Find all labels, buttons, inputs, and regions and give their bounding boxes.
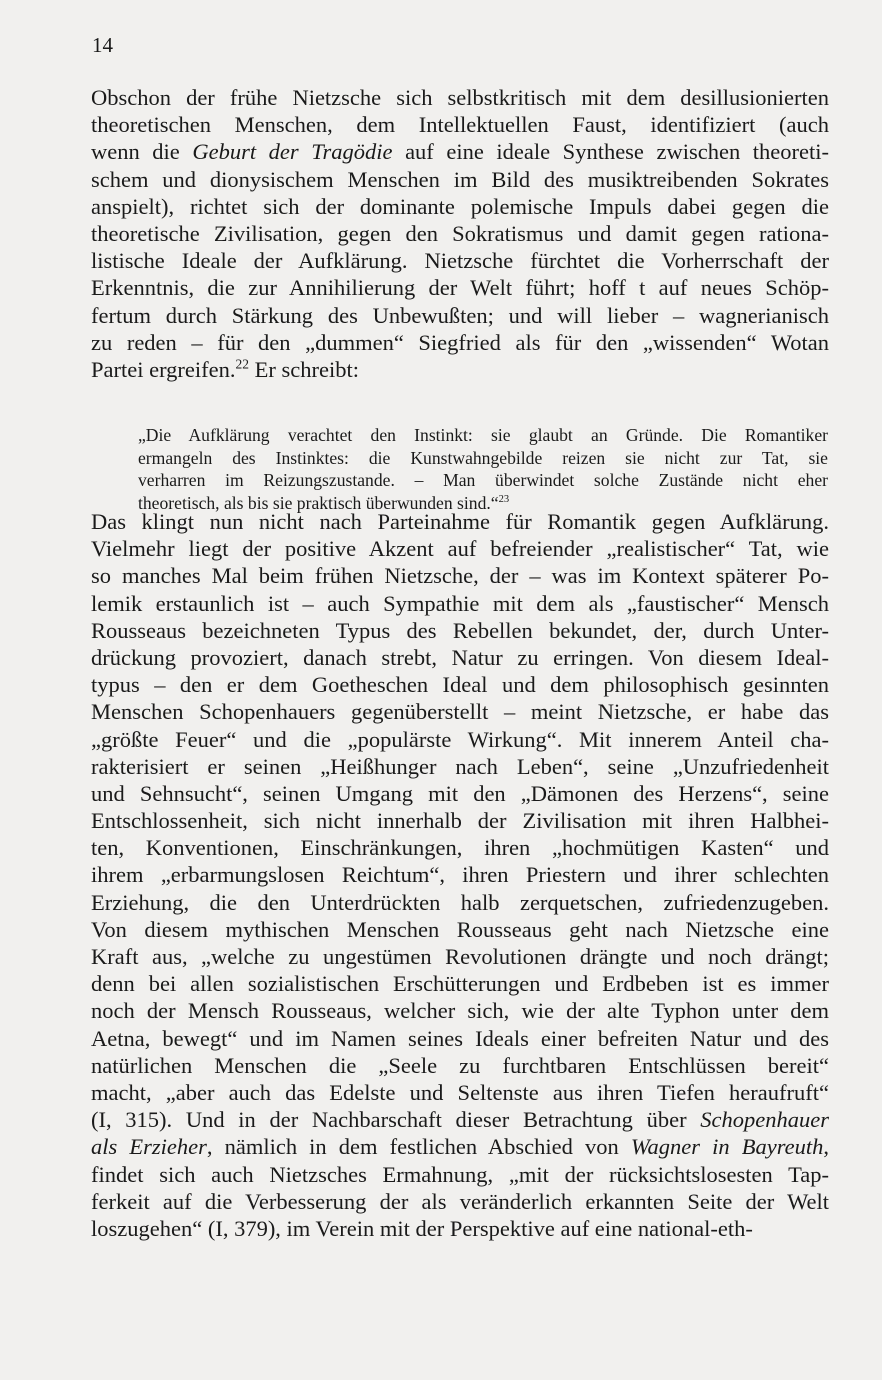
text-line: lemik erstaunlich ist – auch Sympathie mit dem als „faustischer“ Mensch [91,590,829,616]
text-line [91,356,829,383]
text-line: macht, „aber auch das Edelste und Seltenste aus ihren Tiefen heraufruft“ [91,1079,829,1105]
text-line: Erkenntnis, die zur Annihilierung der Welt führt; hoff t auf neues Schöp- [91,275,829,301]
book-title-schopenhauer: Schopenhauer [700,1107,829,1133]
text-segment: Er schreibt: [249,356,359,382]
quote-line: „Die Aufklärung verachtet den Instinkt: sie glaubt an Gründe. Die Romantiker [138,425,828,445]
quote-line: verharren im Reizungszustande. – Man überwindet solche Zustände nicht eher [138,470,828,491]
text-segment: , [823,1134,830,1160]
text-line: Menschen Schopenhauers gegenüberstellt – meint Nietzsche, er habe das [91,699,829,725]
text-line: findet sich auch Nietzsches Ermahnung, „mit der rücksichtslosesten Tap- [91,1161,829,1187]
text-line: „größte Feuer“ und die „populärste Wirkung“. Mit innerem Anteil cha- [91,726,829,752]
text-line: rakterisiert er seinen „Heißhunger nach Leben“, seine „Unzufriedenheit [91,753,829,779]
text-line: Kraft aus, „welche zu ungestümen Revolutionen drängte und noch drängt; [91,944,829,969]
text-line [91,1106,829,1133]
text-line: Erziehung, die den Unterdrückten halb zerquetschen, zufriedenzugeben. [91,889,829,915]
text-line: typus – den er dem Goetheschen Ideal und dem philosophisch gesinnten [91,672,829,698]
book-title-wagner: Wagner in Bayreuth [630,1134,824,1160]
text-line: noch der Mensch Rousseaus, welcher sich, wie der alte Typhon unter dem [91,998,829,1024]
text-line: Aetna, bewegt“ und im Namen seines Ideals einer befreiten Natur und des [91,1025,829,1051]
text-line: Von diesem mythischen Menschen Rousseaus geht nach Nietzsche eine [91,916,829,942]
text-line: ferkeit auf die Verbesserung der als veränderlich erkannten Seite der Welt [91,1188,829,1214]
text-line: denn bei allen sozialistischen Erschütterungen und Erdbeben ist es immer [91,971,829,997]
text-line: theoretischen Menschen, dem Intellektuellen Faust, identifiziert (auch [91,112,829,138]
text-line: ihrem „erbarmungslosen Reichtum“, ihren Priestern und ihrer schlechten [91,862,829,888]
footnote-ref-23[interactable]: 23 [498,493,510,505]
footnote-ref-22[interactable]: 22 [235,356,250,372]
text-line: listische Ideale der Aufklärung. Nietzsche fürchtet die Vorherrschaft der [91,248,829,274]
text-segment: wenn die [91,139,193,165]
book-title-erzieher: als Erzieher [91,1134,207,1160]
text-segment: theoretisch, als bis sie praktisch überwunden sind.“ [138,492,499,513]
text-line: loszugehen“ (I, 379), im Verein mit der Perspektive auf eine national-eth- [91,1215,753,1241]
text-line [91,138,829,165]
page-number: 14 [92,33,113,57]
text-line: und Sehnsucht“, seinen Umgang mit den „Dämonen des Herzens“, seine [91,780,829,806]
text-line: zu reden – für den „dummen“ Siegfried als für den „wissenden“ Wotan [91,329,829,355]
quote-line: ermangeln des Instinktes: die Kunstwahngebilde reizen sie nicht zur Tat, sie [138,447,828,468]
text-line: Vielmehr liegt der positive Akzent auf befreiender „realistischer“ Tat, wie [91,536,829,562]
paragraph-2 [91,508,829,1242]
paragraph-1 [91,84,829,383]
text-line: anspielt), richtet sich der dominante polemische Impuls dabei gegen die [91,193,829,219]
text-line: drückung provoziert, danach strebt, Natur zu erringen. Von diesem Ideal- [91,644,829,670]
text-line: Entschlossenheit, sich nicht innerhalb der Zivilisation mit ihren Halbhei- [91,808,829,834]
text-line: schem und dionysischem Menschen im Bild des musiktreibenden Sokrates [91,166,829,192]
text-line: Rousseaus bezeichneten Typus des Rebellen bekundet, der, durch Unter- [91,617,829,643]
text-line: theoretische Zivilisation, gegen den Sokratismus und damit gegen rationa- [91,220,829,246]
text-line: natürlichen Menschen die „Seele zu furchtbaren Entschlüssen bereit“ [91,1052,829,1078]
text-segment: Partei ergreifen. [91,356,236,382]
text-line: fertum durch Stärkung des Unbewußten; und will lieber – wagnerianisch [91,302,829,328]
text-line: so manches Mal beim frühen Nietzsche, der – was im Kontext späterer Po- [91,563,829,589]
text-line: Das klingt nun nicht nach Parteinahme für Romantik gegen Aufklärung. [91,509,829,534]
text-segment: , nämlich in dem festlichen Abschied von [206,1134,631,1160]
block-quote [138,424,828,514]
text-line [91,1133,829,1160]
text-line: ten, Konventionen, Einschränkungen, ihren „hochmütigen Kasten“ und [91,835,829,861]
text-segment: auf eine ideale Synthese zwischen theoreti- [392,139,829,165]
text-segment: (I, 315). Und in der Nachbarschaft dieser Betrachtung über [91,1107,701,1133]
book-title-geburt: Geburt der Tragödie [192,139,393,165]
text-line: Obschon der frühe Nietzsche sich selbstkritisch mit dem desillusionierten [91,85,829,110]
